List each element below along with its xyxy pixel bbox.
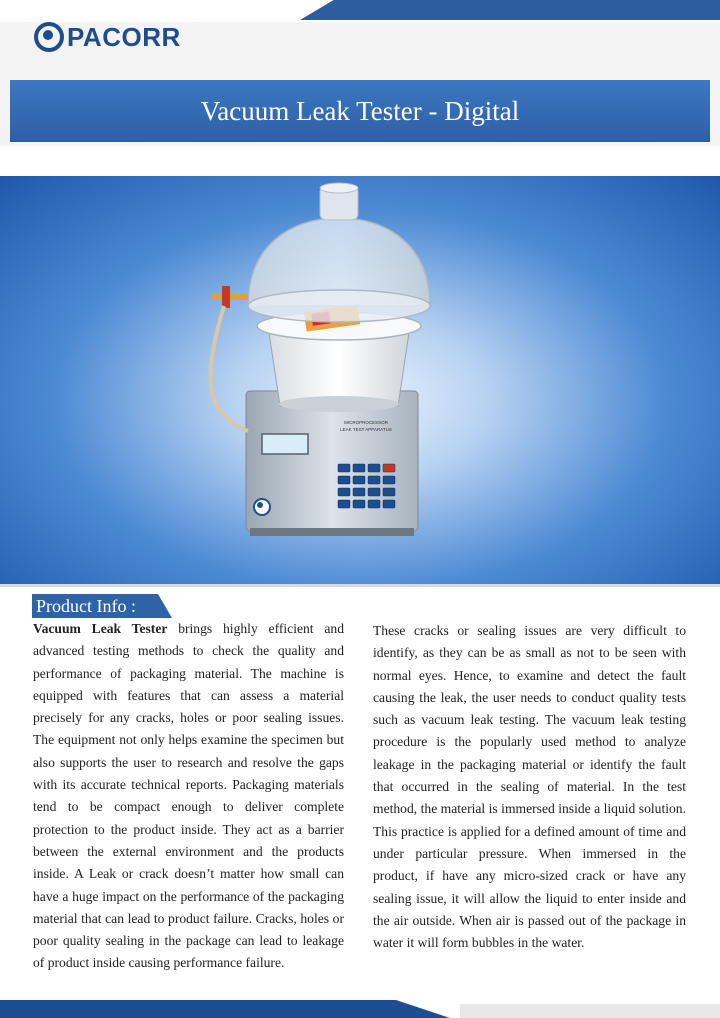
- page-title: Vacuum Leak Tester - Digital: [200, 95, 520, 126]
- section-heading: Product Info :: [36, 596, 136, 616]
- section-divider: [0, 584, 720, 587]
- logo-icon: [34, 22, 64, 52]
- brand-name: PACORR: [67, 21, 181, 52]
- title-banner: [10, 80, 710, 142]
- panel-label: LEAK TEST APPARATUS: [340, 427, 392, 432]
- brand-logo: [34, 15, 181, 59]
- product-description-left: [33, 618, 344, 975]
- product-description-right: These cracks or sealing issues are very difficult to identify, as they can be as small as not to be seen with normal eyes. Hence, to examine and detect the fault causing the leak, the user needs to conduct quality tests such as vacuum leak testing. The vacuum leak testing procedure is the popularly used method to analyze leakage in the packaging material or identify the fault that occurred in the sealing of material. In the test method, the material is immersed inside a liquid solution. This practice is applied for a defined amount of time and under particular pressure. When immersed in the product, if have any micro-sized crack or have any sealing issue, it will allow the liquid to enter inside and the air outside. When air is passed out of the package in water it will form bubbles in the water.: [373, 623, 686, 951]
- vacuum-leak-tester-machine-image: [0, 176, 720, 584]
- panel-label: MICROPROCESSOR: [344, 420, 388, 425]
- product-name-lead: Vacuum Leak Tester: [33, 621, 168, 636]
- top-accent-bar: [300, 0, 720, 20]
- left-body-text: brings highly efficient and advanced testing methods to check the quality and performance of packaging material. The machine is equipped with features that can assess a material precisely for any cracks, holes or poor sealing issues. The equipment not only helps examine the specimen but also supports the user to research and resolve the gaps with its accurate technical reports. Packaging materials tend to be compact enough to deliver complete protection to the product inside. They act as a barrier between the external environment and the products inside. A Leak or crack doesn’t matter how small can have a huge impact on the performance of the packaging material that can lead to product failure. Cracks, holes or poor quality sealing in the package can lead to leakage of product inside causing performance failure.: [33, 621, 345, 971]
- bottom-gray-band: [460, 1004, 720, 1018]
- product-image: [0, 176, 720, 584]
- bottom-accent-bar: [0, 1000, 450, 1018]
